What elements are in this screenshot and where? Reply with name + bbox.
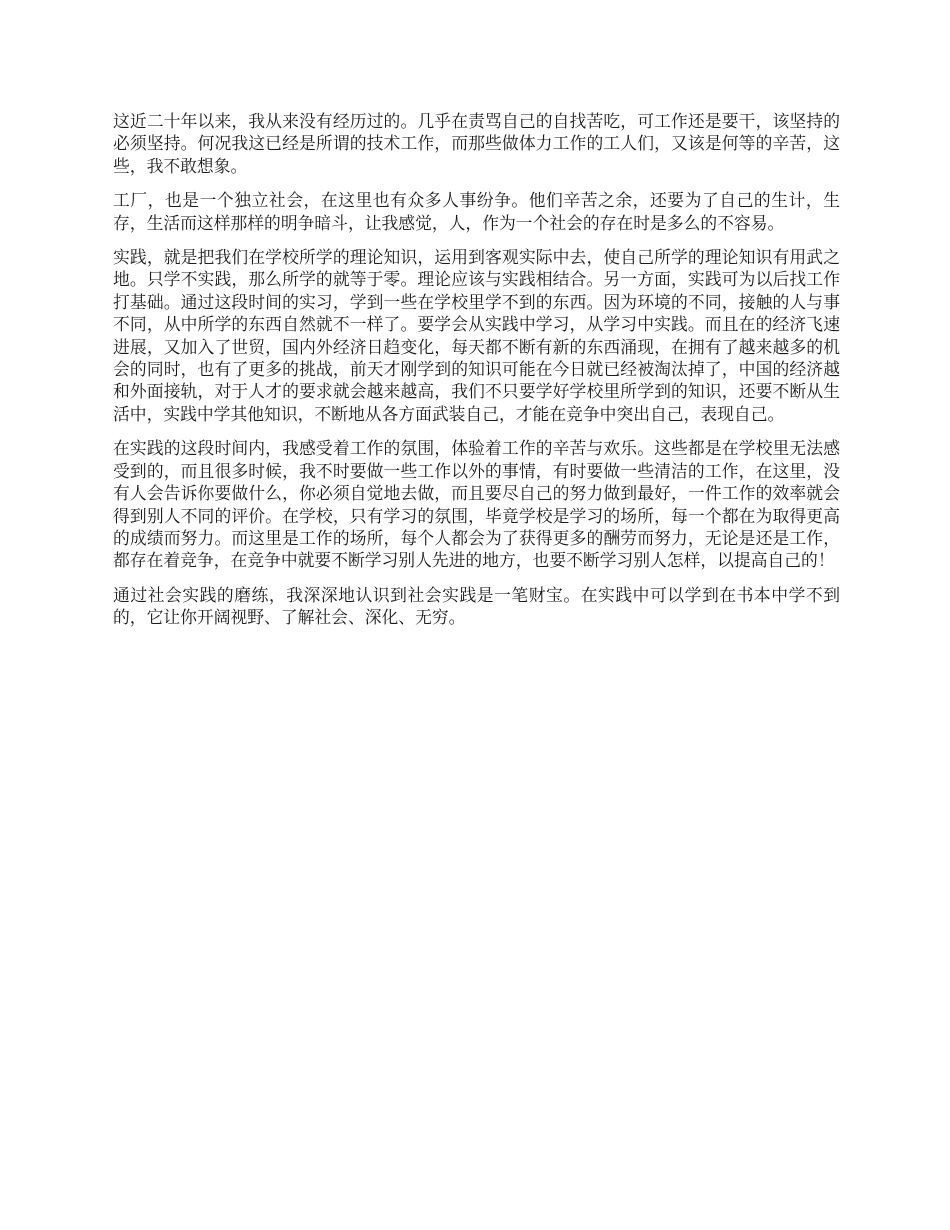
paragraph-3: 实践，就是把我们在学校所学的理论知识，运用到客观实际中去，使自己所学的理论知识有用武之地。只学不实践，那么所学的就等于零。理论应该与实践相结合。另一方面，实践可为以后找工作打基础。通过这段时间的实习，学到一些在学校里学不到的东西。因为环境的不同，接触的人与事不同，从中所学的东西自然就不一样了。要学会从实践中学习，从学习中实践。而且在的经济飞速进展，又加入了世贸，国内外经济日趋变化，每天都不断有新的东西涌现，在拥有了越来越多的机会的同时，也有了更多的挑战，前天才刚学到的知识可能在今日就已经被淘汰掉了，中国的经济越和外面接轨，对于人才的要求就会越来越高，我们不只要学好学校里所学到的知识，还要不断从生活中，实践中学其他知识，不断地从各方面武装自己，才能在竞争中突出自己，表现自己。 <box>113 247 840 424</box>
document-body <box>113 110 840 641</box>
paragraph-5: 通过社会实践的磨练，我深深地认识到社会实践是一笔财宝。在实践中可以学到在书本中学不到的，它让你开阔视野、了解社会、深化、无穷。 <box>113 584 840 628</box>
paragraph-2: 工厂，也是一个独立社会，在这里也有众多人事纷争。他们辛苦之余，还要为了自己的生计，生存，生活而这样那样的明争暗斗，让我感觉，人，作为一个社会的存在时是多么的不容易。 <box>113 190 840 233</box>
paragraph-1: 这近二十年以来，我从来没有经历过的。几乎在责骂自己的自找苦吃，可工作还是要干，该坚持的必须坚持。何况我这已经是所谓的技术工作，而那些做体力工作的工人们，又该是何等的辛苦，这些，我不敢想象。 <box>113 111 840 176</box>
paragraph-4: 在实践的这段时间内，我感受着工作的氛围，体验着工作的辛苦与欢乐。这些都是在学校里无法感受到的，而且很多时候，我不时要做一些工作以外的事情，有时要做一些清洁的工作，在这里，没有人会告诉你要做什么，你必须自觉地去做，而且要尽自己的努力做到最好，一件工作的效率就会得到别人不同的评价。在学校，只有学习的氛围，毕竟学校是学习的场所，每一个都在为取得更高的成绩而努力。而这里是工作的场所，每个人都会为了获得更多的酬劳而努力，无论是还是工作，都存在着竞争，在竞争中就要不断学习别人先进的地方，也要不断学习别人怎样，以提高自己的！ <box>113 438 840 571</box>
